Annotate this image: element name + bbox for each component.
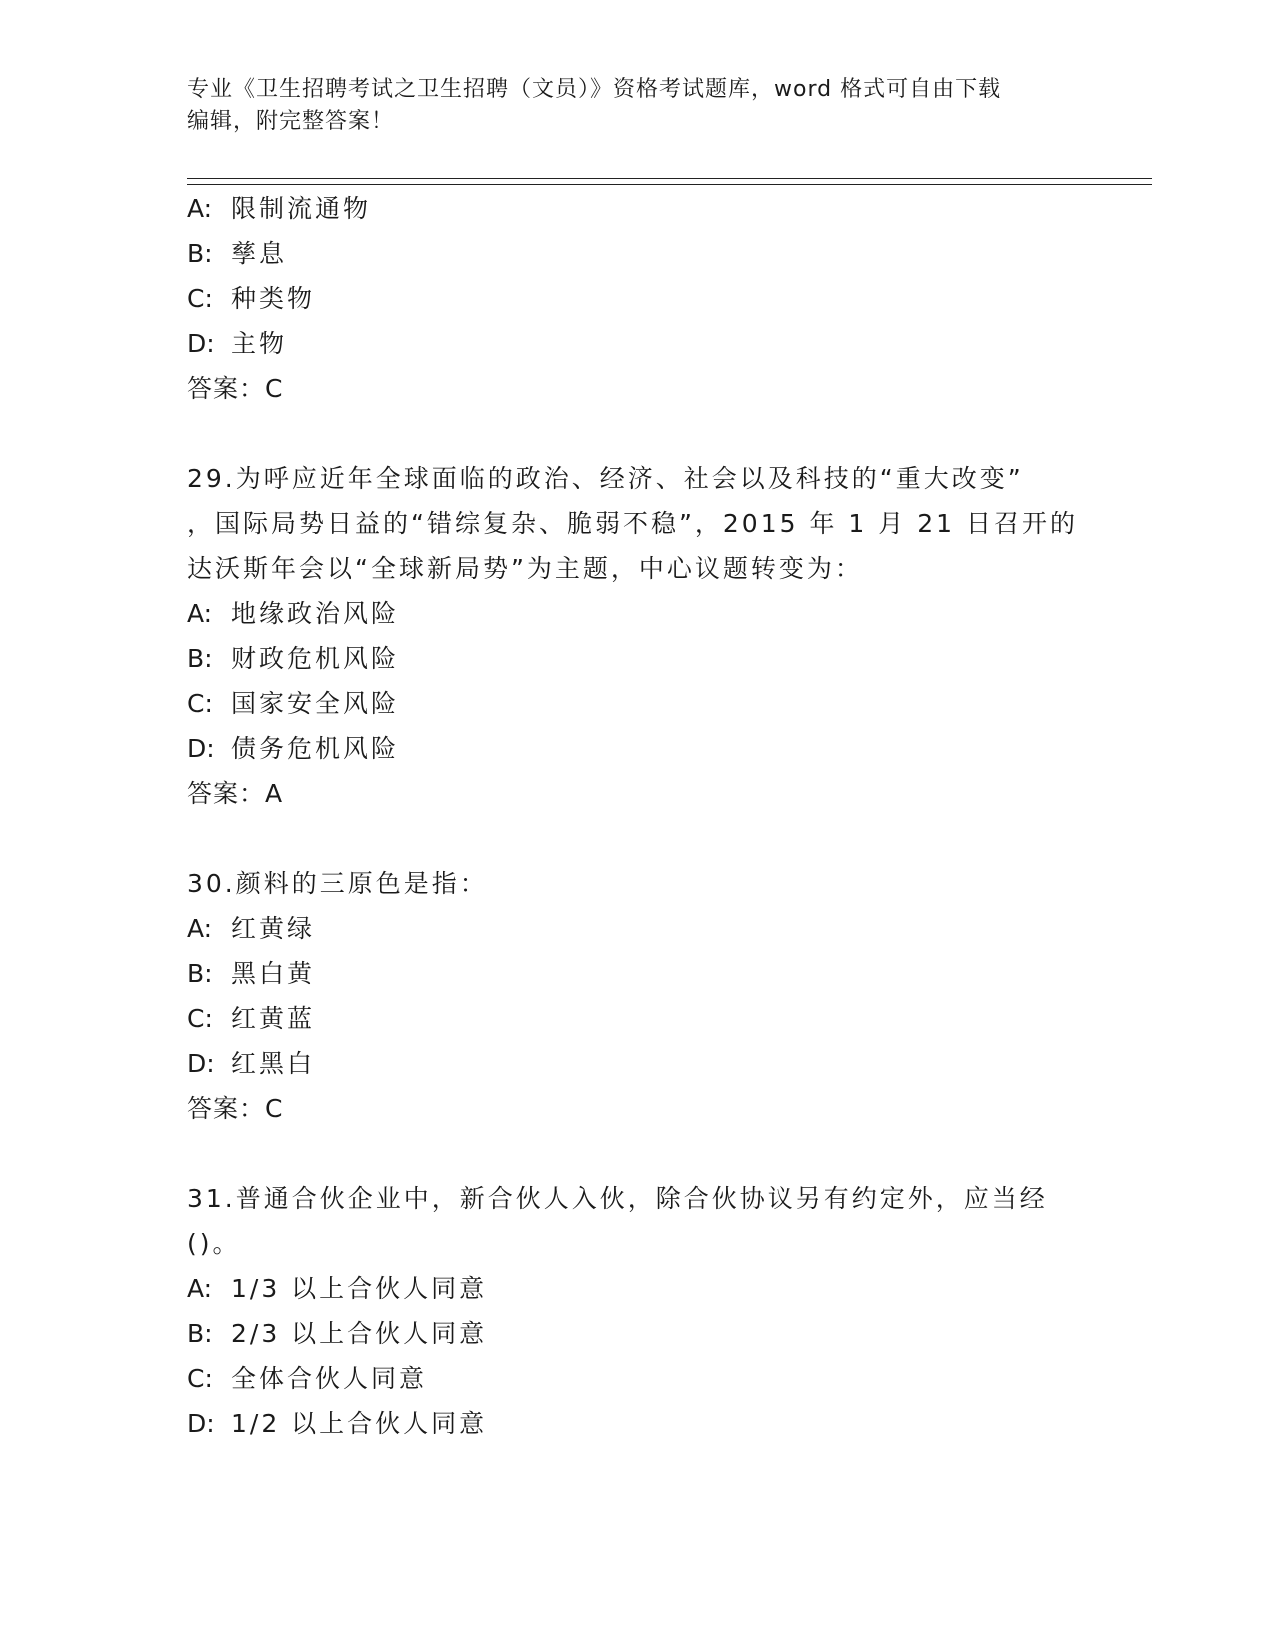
- question-29-line-3: 达沃斯年会以“全球新局势”为主题，中心议题转变为：: [187, 554, 863, 583]
- option-d: D: 主物: [187, 329, 288, 358]
- answer-line: 答案：A: [187, 779, 284, 808]
- option-d: D: 1/2 以上合伙人同意: [187, 1409, 488, 1438]
- header-line-2: 编辑，附完整答案！: [187, 109, 395, 134]
- question-29-line-1: 29.为呼应近年全球面临的政治、经济、社会以及科技的“重大改变”: [187, 464, 1024, 493]
- option-c: C: 全体合伙人同意: [187, 1364, 428, 1393]
- header-line-1: 专业《卫生招聘考试之卫生招聘（文员）》资格考试题库，word 格式可自由下载: [187, 77, 1002, 102]
- option-c: C: 红黄蓝: [187, 1004, 316, 1033]
- option-a: A: 限制流通物: [187, 194, 372, 223]
- header-divider-bottom: [187, 184, 1152, 185]
- option-a: A: 地缘政治风险: [187, 599, 400, 628]
- header-divider-top: [187, 178, 1152, 179]
- answer-line: 答案：C: [187, 374, 284, 403]
- document-header: [187, 74, 1067, 138]
- option-b: B: 财政危机风险: [187, 644, 400, 673]
- option-d: D: 红黑白: [187, 1049, 316, 1078]
- question-29-line-2: ，国际局势日益的“错综复杂、脆弱不稳”，2015 年 1 月 21 日召开的: [187, 509, 1078, 538]
- question-31-line-2: ()。: [187, 1229, 241, 1258]
- answer-line: 答案：C: [187, 1094, 284, 1123]
- option-b: B: 孳息: [187, 239, 288, 268]
- option-c: C: 国家安全风险: [187, 689, 400, 718]
- option-d: D: 债务危机风险: [187, 734, 400, 763]
- option-b: B: 2/3 以上合伙人同意: [187, 1319, 488, 1348]
- option-b: B: 黑白黄: [187, 959, 316, 988]
- question-30-line-1: 30.颜料的三原色是指：: [187, 869, 488, 898]
- question-31-line-1: 31.普通合伙企业中，新合伙人入伙，除合伙协议另有约定外，应当经: [187, 1184, 1048, 1213]
- option-c: C: 种类物: [187, 284, 316, 313]
- option-a: A: 红黄绿: [187, 914, 316, 943]
- option-a: A: 1/3 以上合伙人同意: [187, 1274, 488, 1303]
